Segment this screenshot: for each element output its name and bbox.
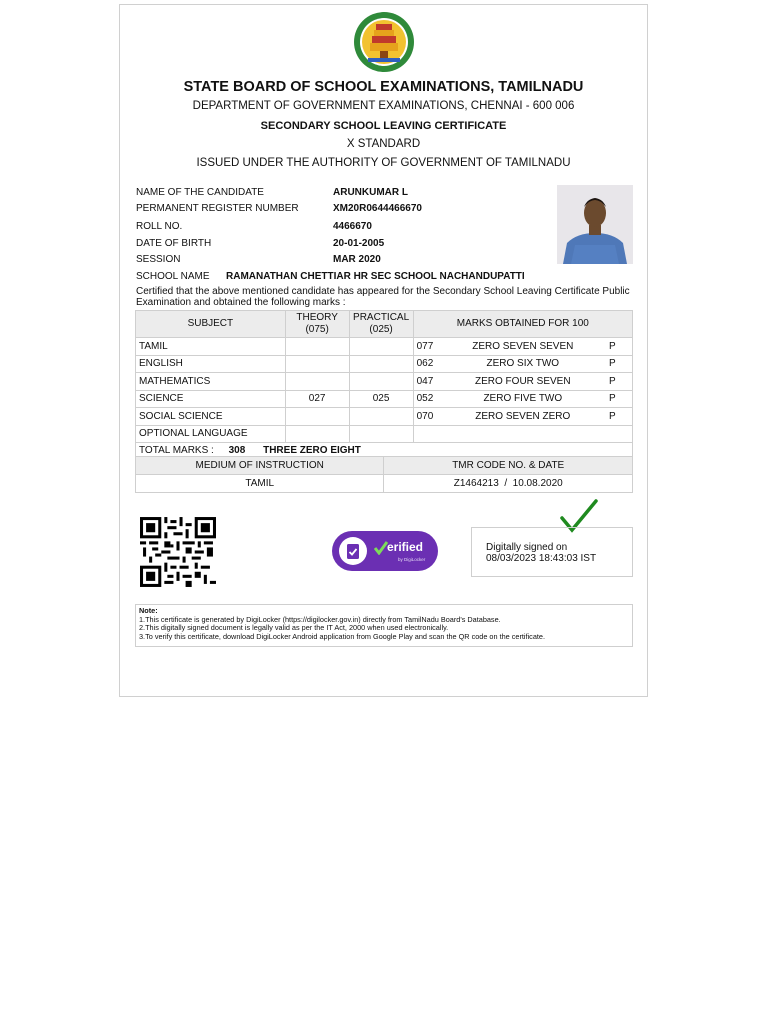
register-number: XM20R0644466670 [333, 203, 422, 214]
total-label: TOTAL MARKS : [139, 444, 214, 456]
authority-line: ISSUED UNDER THE AUTHORITY OF GOVERNMENT OF TAMILNADU [196, 157, 571, 169]
verified-badge [332, 531, 438, 571]
total-marks: 308 [228, 444, 246, 456]
header-marks: MARKS OBTAINED FOR 100 [413, 311, 632, 338]
theory-cell [285, 408, 349, 426]
school-name: RAMANATHAN CHETTIAR HR SEC SCHOOL NACHANDUPATTI [226, 271, 525, 282]
table-row [136, 338, 633, 356]
practical-cell: 025 [349, 390, 413, 408]
theory-cell [285, 338, 349, 356]
candidate-photo [557, 185, 633, 264]
roll-label: ROLL NO. [136, 221, 183, 232]
certificate-title: SECONDARY SCHOOL LEAVING CERTIFICATE [260, 120, 507, 132]
result-cell: P [593, 390, 633, 408]
tmr-header: TMR CODE NO. & DATE [384, 457, 633, 475]
verified-text: erified [387, 540, 424, 554]
table-row [136, 408, 633, 426]
header-subject: SUBJECT [136, 311, 286, 338]
result-cell: P [593, 338, 633, 356]
marks-cell: 052 [413, 390, 453, 408]
total-words: THREE ZERO EIGHT [263, 444, 361, 456]
marks-cell: 070 [413, 408, 453, 426]
theory-cell [285, 373, 349, 391]
marks-words-cell: ZERO SEVEN ZERO [453, 408, 593, 426]
standard-title: X STANDARD [346, 138, 421, 150]
dob-label: DATE OF BIRTH [136, 238, 212, 249]
marks-words-cell: ZERO SIX TWO [453, 355, 593, 373]
subject-cell: TAMIL [136, 338, 286, 356]
medium-table [135, 456, 633, 493]
header-practical: PRACTICAL (025) [349, 311, 413, 338]
note-title: Note: [139, 606, 158, 615]
name-label: NAME OF THE CANDIDATE [136, 187, 264, 198]
school-label: SCHOOL NAME [136, 271, 210, 282]
board-title: STATE BOARD OF SCHOOL EXAMINATIONS, TAMILNADU [183, 79, 584, 95]
table-row [136, 355, 633, 373]
theory-cell [285, 425, 349, 443]
signed-on-label: Digitally signed on [486, 542, 568, 553]
department-title: DEPARTMENT OF GOVERNMENT EXAMINATIONS, CHENNAI - 600 006 [192, 100, 575, 112]
document-check-icon [338, 536, 368, 566]
marks-words-cell: ZERO FIVE TWO [453, 390, 593, 408]
marks-cell: 077 [413, 338, 453, 356]
result-cell: P [593, 408, 633, 426]
session-value: MAR 2020 [333, 254, 381, 265]
subject-cell: SCIENCE [136, 390, 286, 408]
subject-cell: OPTIONAL LANGUAGE [136, 425, 286, 443]
digital-signature-box [471, 527, 633, 577]
certificate-page [119, 4, 648, 697]
subject-cell: SOCIAL SCIENCE [136, 408, 286, 426]
practical-cell [349, 338, 413, 356]
medium-header: MEDIUM OF INSTRUCTION [136, 457, 384, 475]
practical-cell [349, 408, 413, 426]
marks-cell: 047 [413, 373, 453, 391]
marks-words-cell: ZERO FOUR SEVEN [453, 373, 593, 391]
result-cell: P [593, 373, 633, 391]
note-box [135, 604, 633, 647]
medium-value: TAMIL [136, 475, 384, 493]
table-row [136, 425, 633, 443]
subject-cell: ENGLISH [136, 355, 286, 373]
check-v-icon [374, 541, 388, 555]
practical-cell [349, 425, 413, 443]
table-row [136, 373, 633, 391]
qr-code-icon [140, 517, 216, 587]
subject-cell: MATHEMATICS [136, 373, 286, 391]
practical-cell [349, 355, 413, 373]
practical-cell [349, 373, 413, 391]
marks-words-cell: ZERO SEVEN SEVEN [453, 338, 593, 356]
certified-statement: Certified that the above mentioned candidate has appeared for the Secondary School Leaving Certificate Public Examination and obtained the following marks : [136, 286, 630, 308]
verified-subtext: by DigiLocker [398, 557, 426, 562]
theory-cell: 027 [285, 390, 349, 408]
result-cell: P [593, 355, 633, 373]
note-line: 2.This digitally signed document is legally valid as per the IT Act, 2000 when used electronically. [139, 623, 449, 633]
tmr-value: Z1464213 / 10.08.2020 [384, 475, 633, 493]
signed-timestamp: 08/03/2023 18:43:03 IST [486, 553, 597, 564]
table-row [136, 390, 633, 408]
theory-cell [285, 355, 349, 373]
note-line: 1.This certificate is generated by DigiLocker (https://digilocker.gov.in) directly from TamilNadu Board's Database. [139, 614, 501, 624]
marks-cell: 062 [413, 355, 453, 373]
date-of-birth: 20-01-2005 [333, 238, 385, 249]
roll-number: 4466670 [333, 221, 372, 232]
marks-table [135, 310, 633, 458]
marks-cell [413, 425, 632, 443]
candidate-name: ARUNKUMAR L [333, 187, 408, 198]
register-label: PERMANENT REGISTER NUMBER [136, 203, 299, 214]
note-line: 3.To verify this certificate, download DigiLocker Android application from Google Play and scan the QR code on the certificate. [139, 631, 546, 641]
tamilnadu-emblem-icon [352, 10, 416, 74]
header-theory: THEORY (075) [285, 311, 349, 338]
session-label: SESSION [136, 254, 181, 265]
